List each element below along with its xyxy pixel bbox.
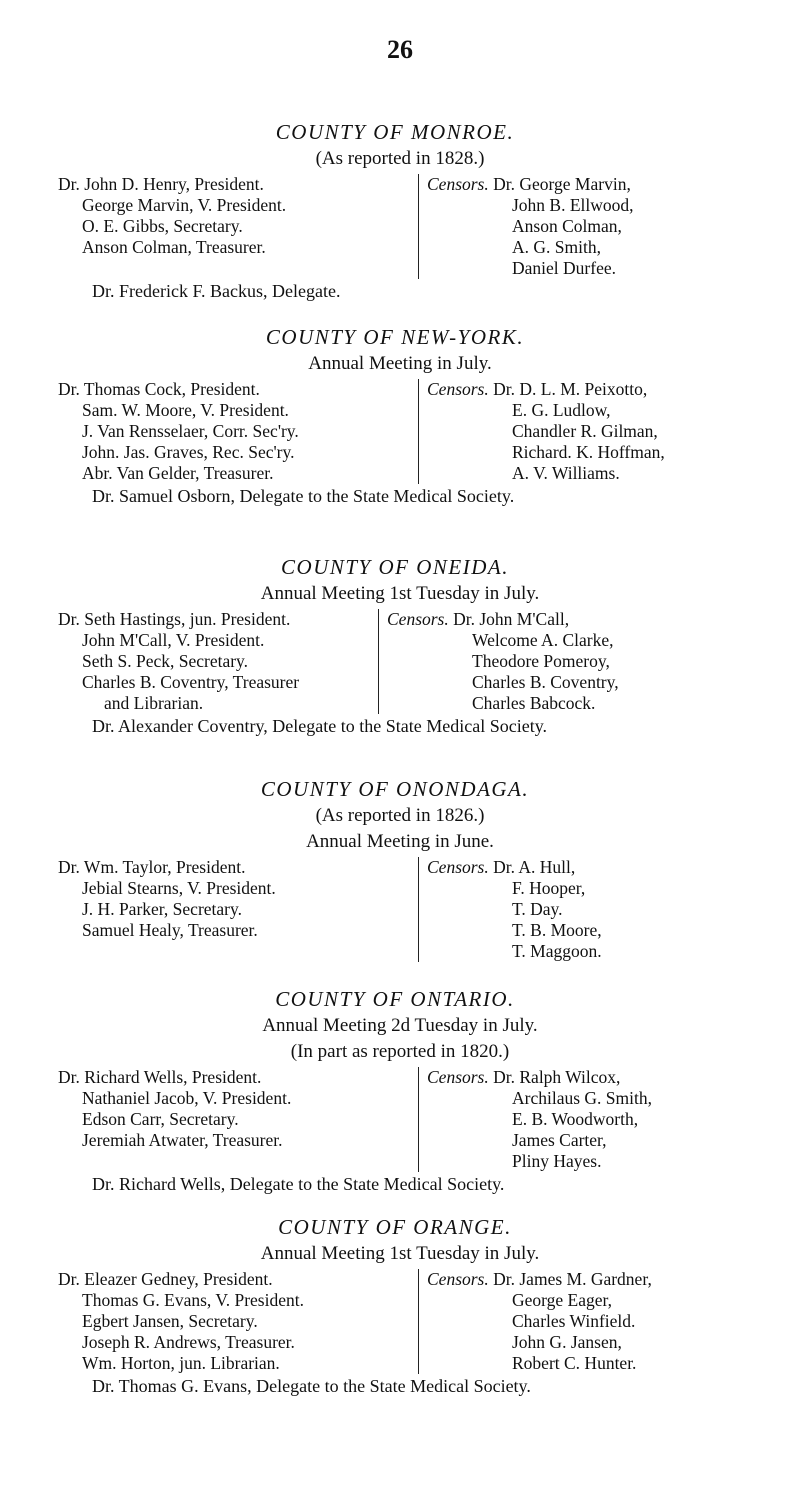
censor-entry: Censors. Dr. John M'Call, (387, 609, 570, 629)
censor-entry: F. Hooper, (512, 878, 586, 898)
officers-list (58, 609, 299, 714)
officer-entry: and Librarian. (104, 693, 204, 713)
meeting-note: (As reported in 1826.) (315, 805, 485, 826)
censor-entry: Daniel Durfee. (512, 258, 616, 278)
officer-entry: Charles B. Coventry, Treasurer (82, 672, 300, 692)
officer-entry: Sam. W. Moore, V. President. (82, 400, 289, 420)
censors-list (418, 1269, 652, 1374)
censor-entry: A. V. Williams. (512, 463, 620, 483)
county-section (0, 1213, 800, 1398)
censor-entry: Archilaus G. Smith, (512, 1088, 652, 1108)
officer-entry: John. Jas. Graves, Rec. Sec'ry. (82, 442, 295, 462)
officer-entry: Dr. Wm. Taylor, President. (58, 857, 246, 877)
censor-entry: Censors. Dr. A. Hull, (427, 857, 576, 877)
officer-entry: John M'Call, V. President. (82, 630, 265, 650)
officer-entry: Dr. Eleazer Gedney, President. (58, 1269, 273, 1289)
officers-list (58, 857, 276, 941)
officer-entry: George Marvin, V. President. (82, 195, 287, 215)
officers-list (58, 1067, 291, 1151)
county-title: COUNTY OF ONTARIO. (275, 987, 515, 1011)
officer-entry: Anson Colman, Treasurer. (82, 237, 266, 257)
meeting-note: Annual Meeting 2d Tuesday in July. (262, 1015, 538, 1036)
delegate-line: Dr. Alexander Coventry, Delegate to the State Medical Society. (92, 716, 548, 736)
officer-entry: Jebial Stearns, V. President. (82, 878, 276, 898)
censor-entry: Censors. Dr. Ralph Wilcox, (427, 1067, 621, 1087)
censor-entry: Welcome A. Clarke, (472, 630, 614, 650)
censor-entry: Chandler R. Gilman, (512, 421, 658, 441)
county-title: COUNTY OF MONROE. (275, 120, 515, 144)
censor-entry: Censors. Dr. James M. Gardner, (427, 1269, 652, 1289)
censor-entry: Charles B. Coventry, (472, 672, 619, 692)
censors-label: Censors. (427, 174, 494, 194)
censor-entry: E. B. Woodworth, (512, 1109, 639, 1129)
county-title: COUNTY OF ONEIDA. (281, 555, 509, 579)
officer-entry: Seth S. Peck, Secretary. (82, 651, 249, 671)
meeting-note: (As reported in 1828.) (315, 148, 485, 169)
delegate-line: Dr. Frederick F. Backus, Delegate. (92, 281, 341, 301)
delegate-line: Dr. Richard Wells, Delegate to the State Medical Society. (92, 1174, 505, 1194)
officers-list (58, 1269, 304, 1374)
censor-entry: Censors. Dr. George Marvin, (427, 174, 631, 194)
censors-list (418, 379, 665, 484)
officer-entry: Jeremiah Atwater, Treasurer. (82, 1130, 283, 1150)
censors-list (418, 174, 634, 279)
censor-entry: E. G. Ludlow, (512, 400, 611, 420)
county-title: COUNTY OF ONONDAGA. (260, 777, 530, 801)
county-title: COUNTY OF NEW-YORK. (265, 325, 525, 349)
page-number: 26 (387, 35, 413, 64)
censor-entry: A. G. Smith, (512, 237, 601, 257)
censor-entry: John B. Ellwood, (512, 195, 634, 215)
censor-entry: Theodore Pomeroy, (472, 651, 610, 671)
county-title: COUNTY OF ORANGE. (278, 1215, 512, 1239)
county-section (0, 323, 800, 508)
censors-label: Censors. (427, 1269, 494, 1289)
delegate-line: Dr. Samuel Osborn, Delegate to the State Medical Society. (92, 486, 515, 506)
censor-entry: Censors. Dr. D. L. M. Peixotto, (427, 379, 648, 399)
officer-entry: O. E. Gibbs, Secretary. (82, 216, 243, 236)
county-section (0, 118, 800, 303)
officer-entry: Egbert Jansen, Secretary. (82, 1311, 258, 1331)
officers-list (58, 379, 299, 484)
officer-entry: Abr. Van Gelder, Treasurer. (82, 463, 274, 483)
officer-entry: Dr. Seth Hastings, jun. President. (58, 609, 291, 629)
officers-list (58, 174, 286, 258)
censor-entry: T. Day. (512, 899, 563, 919)
censors-label: Censors. (427, 857, 494, 877)
meeting-note: (In part as reported in 1820.) (290, 1041, 510, 1062)
officer-entry: J. H. Parker, Secretary. (82, 899, 242, 919)
officer-entry: Dr. Richard Wells, President. (58, 1067, 262, 1087)
censor-entry: George Eager, (512, 1290, 613, 1310)
censor-entry: Charles Winfield. (512, 1311, 636, 1331)
meeting-note: Annual Meeting 1st Tuesday in July. (260, 583, 540, 604)
county-section (0, 553, 800, 738)
meeting-note: Annual Meeting in June. (306, 831, 494, 852)
censor-entry: Anson Colman, (512, 216, 622, 236)
meeting-note: Annual Meeting 1st Tuesday in July. (260, 1243, 540, 1264)
censor-entry: James Carter, (512, 1130, 607, 1150)
censors-label: Censors. (387, 609, 454, 629)
delegate-line: Dr. Thomas G. Evans, Delegate to the State Medical Society. (92, 1376, 531, 1396)
censor-entry: John G. Jansen, (512, 1332, 622, 1352)
censors-list (378, 609, 619, 714)
censor-entry: Robert C. Hunter. (512, 1353, 637, 1373)
censors-label: Censors. (427, 379, 494, 399)
censors-list (418, 1067, 652, 1172)
officer-entry: Thomas G. Evans, V. President. (82, 1290, 304, 1310)
censor-entry: T. B. Moore, (512, 920, 602, 940)
meeting-note: Annual Meeting in July. (308, 353, 492, 374)
officer-entry: Dr. John D. Henry, President. (58, 174, 264, 194)
officer-entry: Nathaniel Jacob, V. President. (82, 1088, 292, 1108)
censors-label: Censors. (427, 1067, 494, 1087)
censor-entry: T. Maggoon. (512, 941, 602, 961)
county-section (0, 775, 800, 962)
censor-entry: Pliny Hayes. (512, 1151, 602, 1171)
officer-entry: Dr. Thomas Cock, President. (58, 379, 260, 399)
officer-entry: J. Van Rensselaer, Corr. Sec'ry. (82, 421, 299, 441)
censor-entry: Richard. K. Hoffman, (512, 442, 665, 462)
officer-entry: Samuel Healy, Treasurer. (82, 920, 258, 940)
officer-entry: Edson Carr, Secretary. (82, 1109, 239, 1129)
censors-list (418, 857, 602, 962)
censor-entry: Charles Babcock. (472, 693, 596, 713)
county-section (0, 985, 800, 1196)
officer-entry: Wm. Horton, jun. Librarian. (82, 1353, 280, 1373)
officer-entry: Joseph R. Andrews, Treasurer. (82, 1332, 295, 1352)
